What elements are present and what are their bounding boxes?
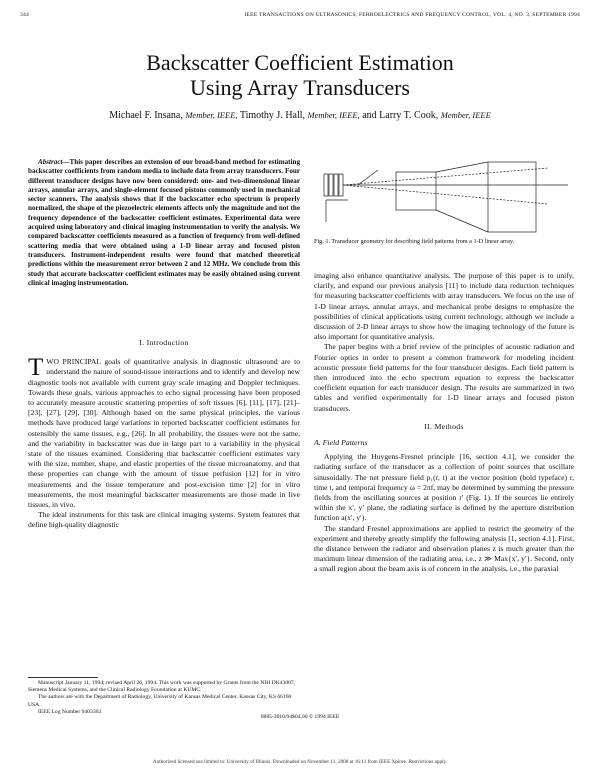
right-paragraph-1: imaging also enhance quantitative analysis. The purpose of this paper is to unify, clarify, and expand our previous analysis [11] to include data reduction techniques for measuring backscatter coefficients with array transducers. We focus on the use of 1-D linear arrays, annular arrays, and mechanical probe designs to emphasize the possibilities of clinical applications using current technology, although we include a discussion of 2-D linear arrays to show how the imaging technology of the future is also important for quantitative analysis. (314, 271, 574, 342)
paper-title (0, 50, 600, 100)
author-2-role: Member, IEEE, (307, 110, 360, 120)
intro-paragraph-1: goals of quantitative analysis in diagnostic ultrasound are to understand the nature of sound-tissue interactions and to identify and develop new diagnostic tools not available with current gray scale imaging and Doppler techniques. Towards these goals, various approaches to echo signal processing have been proposed to accurately measure acoustic scattering properties of soft tissues [6], [11], [17], [21]–[23], [27], [29], [30]. Although based on the same physical principles, the various methods have produced large variations in reported backscatter coefficient estimates for ostensibly the same tissues, e.g., [26]. In all probability, the tissues were not the same, and the variability in backscatter was due in large part to a variability in the physical state of the tissues examined. Considering that backscatter coefficient estimates vary with the size, number, shape, and elastic properties of the tissue microanatomy, and that these properties can change with the amount of tissue perfusion [12] for in vitro measurements and the tissue temperature and post-excision time [2] for in vitro measurements, the most meaningful backscatter measurements are those made in live tissues, in vivo. (28, 357, 301, 510)
footnote-manuscript: Manuscript January 11, 1994; revised April 26, 1994. This work was supported by Grants from the NIH DK43007, Siemens Medical Systems, and the Clinical Radiology Foundation at KUMC. (28, 680, 296, 694)
figure-1-caption: Fig. 1. Transducer geometry for describing field patterns from a 1-D linear array. (314, 238, 515, 245)
drop-cap: T (28, 354, 44, 382)
footnote (28, 680, 300, 716)
author-1: Michael F. Insana, (109, 110, 183, 121)
figure-1-diagram (318, 160, 576, 240)
footnote-rule (28, 677, 98, 678)
author-list (0, 110, 600, 121)
authorized-use-notice: Authorized licensed use limited to: University of Illinois. Downloaded on November 11, 2008 at 16:11 from IEEE Xplore. Restrictions apply. (152, 759, 448, 765)
title-line-1: Backscatter Coefficient Estimation (146, 50, 454, 75)
intro-heading: I. Introduction (139, 338, 189, 347)
methods-heading: II. Methods (424, 421, 464, 431)
abstract-label: Abstract— (38, 158, 70, 166)
field-patterns-subheading: A. Field Patterns (314, 438, 368, 448)
intro-lead: WO PRINCIPAL (46, 357, 101, 367)
author-1-role: Member, IEEE, (185, 110, 238, 120)
intro-paragraph-2: The ideal instruments for this task are clinical imaging systems. System features that define high-quality diagnostic (28, 510, 300, 530)
author-3: and Larry T. Cook, (362, 110, 439, 121)
right-column (314, 271, 574, 575)
footnote-log: IEEE Log Number 9403362. (38, 708, 103, 715)
abstract (28, 158, 300, 288)
introduction-section (28, 338, 300, 531)
author-3-role: Member, IEEE (440, 110, 491, 120)
footnote-affiliation: The authors are with the Department of Radiology, University of Kansas Medical Center, Kansas City, KS 66160 USA. (28, 694, 292, 708)
title-line-2: Using Array Transducers (190, 75, 410, 100)
issn-line: 0885-3010/94$04.00 © 1994 IEEE (260, 714, 340, 720)
right-paragraph-4: The standard Fresnel approximations are applied to restrict the geometry of the experiment and thereby greatly simplify the following analysis [1, section 4.1]. First, the distance between the radiator and observation planes z is much greater than the maximum linear dimension of the radiating area, i.e., z ≫ Max{x′, y′}. Second, only a small region about the beam axis is of concern in the analysis, i.e., the paraxial (314, 523, 574, 574)
right-paragraph-3: Applying the Huygens-Fresnel principle [16, section 4.1], we consider the radiating surface of the transducer as a collection of point sources that oscillate sinusoidally. The net pressure field p₁(r, t) at the vector position (bold typeface) r, time t, and temporal frequency ω = 2πf, may be determined by summing the pressure fields from the oscillating sources at position r′ (Fig. 1). If the sources lie entirely within the x′, y′ plane, the radiating surface is defined by the aperture distribution function a(x′, y′). (314, 452, 574, 523)
abstract-text: This paper describes an extension of our broad-band method for estimating backscatter coefficients from random media to include data from array transducers. Four different transducer designs have now been considered: one- and two-dimensional linear arrays, annular arrays, and single-element focused pistons commonly used in mechanical sector scanners. The analysis shows that if the backscatter echo spectrum is properly normalized, the shape of the piezoelectric elements affects only the magnitude and not the frequency dependence of the backscatter coefficient estimates. Experimental data were acquired using laboratory and clinical imaging instrumentation to verify the analysis. We compared backscatter coefficients measured as a function of frequency from well-defined scattering media that were obtained using a 1-D linear array and focused piston transducers. Instrument-independent results were found that matched theoretical predictions within the measurement error between 2 and 12 MHz. We conclude from this study that accurate backscatter coefficient estimates may be easily obtained using current clinical imaging instrumentation. (28, 158, 300, 287)
author-2: Timothy J. Hall, (239, 110, 306, 121)
journal-name: IEEE TRANSACTIONS ON ULTRASONICS, FERROELECTRICS AND FREQUENCY CONTROL, VOL. 4, NO. 3, SEPTEMBER 1994 (244, 12, 580, 18)
page-number: 344 (20, 12, 29, 18)
right-paragraph-2: The paper begins with a brief review of the principles of acoustic radiation and Fourier optics in order to present a common framework for modeling incident acoustic pressure field patterns for the four transducer designs. Each field pattern is then introduced into the echo spectrum equation to express the backscatter coefficient equation for each transducer design. The results are summarized in two tables and verified experimentally for 1-D linear arrays and focused piston transducers. (314, 342, 574, 413)
